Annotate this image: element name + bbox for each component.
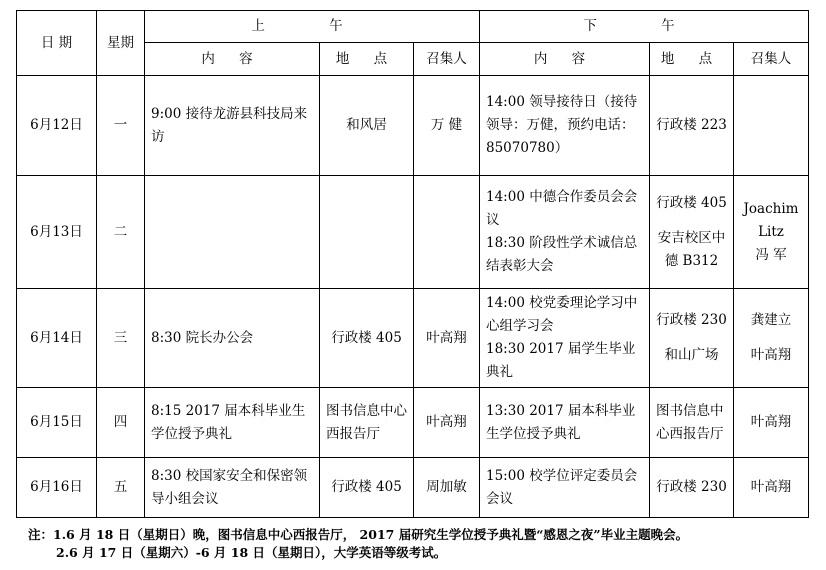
header-am-location: 地 点: [320, 43, 414, 76]
am-convener: 叶高翔: [414, 289, 480, 388]
row-date: 6月15日: [17, 388, 97, 458]
pm-location: [650, 289, 734, 388]
row-date: 6月14日: [17, 289, 97, 388]
pm-convener: [734, 76, 809, 176]
schedule-table: [16, 10, 809, 518]
row-date: 6月16日: [17, 458, 97, 518]
am-location: 和风居: [320, 76, 414, 176]
footnote-1: 注：1.6 月 18 日（星期日）晚，图书信息中心西报告厅， 2017 届研究生学位授予典礼暨“感恩之夜”毕业主题晚会。: [28, 527, 689, 542]
pm-item-1: 14:00 校党委理论学习中心组学习会: [486, 295, 638, 334]
header-pm-content: 内 容: [480, 43, 650, 76]
row-date: 6月13日: [17, 176, 97, 289]
pm-content: 15:00 校学位评定委员会会议: [480, 458, 650, 518]
header-pm-convener: 召集人: [734, 43, 809, 76]
pm-content: [480, 176, 650, 289]
row-weekday: 一: [97, 76, 145, 176]
pm-location-1: 行政楼 405: [656, 194, 727, 211]
header-am-convener: 召集人: [414, 43, 480, 76]
table-row: [17, 76, 809, 176]
am-content: 9:00 接待龙游县科技局来访: [145, 76, 320, 176]
header-pm-location: 地 点: [650, 43, 734, 76]
pm-convener-2: 冯 军: [755, 246, 787, 263]
footnotes: [28, 526, 688, 562]
header-morning: 上 午: [145, 11, 480, 43]
pm-item-2: 18:30 2017 届学生毕业典礼: [486, 341, 636, 380]
pm-convener-2: 叶高翔: [750, 347, 792, 363]
pm-location-2: 安吉校区中德 B312: [657, 229, 726, 269]
table-row: [17, 289, 809, 388]
pm-item-1: 14:00 中德合作委员会会议: [486, 189, 638, 228]
pm-convener: [734, 176, 809, 289]
pm-content: [480, 289, 650, 388]
am-convener: 叶高翔: [414, 388, 480, 458]
pm-content: 13:30 2017 届本科毕业生学位授予典礼: [480, 388, 650, 458]
header-weekday: 星期: [97, 11, 145, 76]
pm-location: 行政楼 223: [650, 76, 734, 176]
pm-item-2: 18:30 阶段性学术诚信总结表彰大会: [486, 235, 638, 274]
am-content: 8:30 校国家安全和保密领导小组会议: [145, 458, 320, 518]
row-weekday: 二: [97, 176, 145, 289]
am-content: 8:15 2017 届本科毕业生学位授予典礼: [145, 388, 320, 458]
am-location: 行政楼 405: [320, 289, 414, 388]
pm-convener: [734, 289, 809, 388]
footnote-2: 2.6 月 17 日（星期六）-6 月 18 日（星期日），大学英语等级考试。: [56, 545, 447, 560]
header-date: 日 期: [17, 11, 97, 76]
pm-convener-1: Joachim Litz: [743, 200, 799, 240]
pm-location: 图书信息中心西报告厅: [650, 388, 734, 458]
am-location: 图书信息中心西报告厅: [320, 388, 414, 458]
am-convener: 万 健: [414, 76, 480, 176]
am-convener: [414, 176, 480, 289]
pm-location-2: 和山广场: [664, 347, 719, 363]
table-row: [17, 176, 809, 289]
am-location: 行政楼 405: [320, 458, 414, 518]
pm-location: 行政楼 230: [650, 458, 734, 518]
pm-convener: 叶高翔: [734, 458, 809, 518]
table-row: [17, 458, 809, 518]
pm-convener: 叶高翔: [734, 388, 809, 458]
header-am-content: 内 容: [145, 43, 320, 76]
row-weekday: 四: [97, 388, 145, 458]
am-content: [145, 176, 320, 289]
table-row: [17, 388, 809, 458]
pm-convener-1: 龚建立: [750, 312, 792, 328]
pm-content: 14:00 领导接待日（接待领导：万健，预约电话：85070780）: [480, 76, 650, 176]
am-content: 8:30 院长办公会: [145, 289, 320, 388]
am-location: [320, 176, 414, 289]
row-weekday: 三: [97, 289, 145, 388]
row-date: 6月12日: [17, 76, 97, 176]
row-weekday: 五: [97, 458, 145, 518]
pm-location-1: 行政楼 230: [656, 312, 727, 328]
header-afternoon: 下 午: [480, 11, 809, 43]
am-convener: 周加敏: [414, 458, 480, 518]
pm-location: [650, 176, 734, 289]
